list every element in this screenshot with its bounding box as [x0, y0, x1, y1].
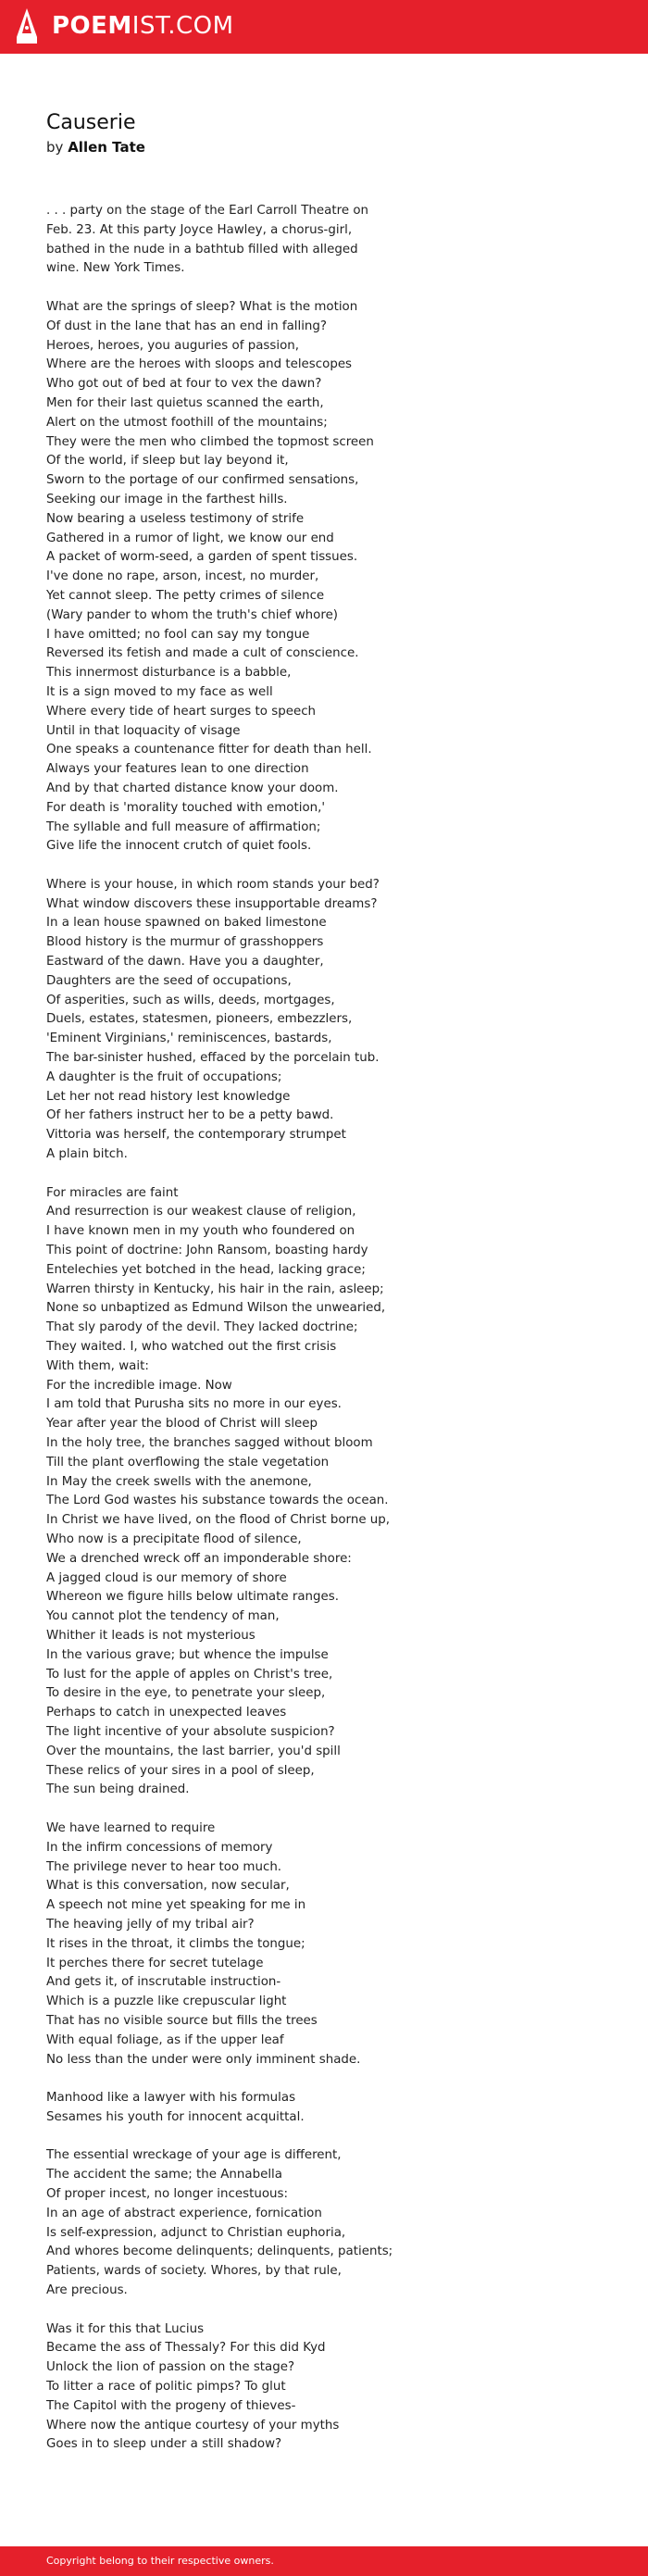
poem-line: Gathered in a rumor of light, we know our end: [46, 531, 334, 545]
poem-line: And resurrection is our weakest clause of religion,: [46, 1205, 356, 1219]
poem-line: Whereon we figure hills below ultimate ranges.: [46, 1590, 340, 1605]
poem-stanza: [46, 2146, 602, 2300]
poem-line: In the infirm concessions of memory: [46, 1840, 273, 1855]
poem-line: Where is your house, in which room stands your bed?: [46, 877, 380, 892]
poem-line: With them, wait:: [46, 1358, 149, 1373]
poem-line: For miracles are faint: [46, 1185, 179, 1200]
poem-line: Unlock the lion of passion on the stage?: [46, 2360, 295, 2375]
poem-byline: [46, 137, 145, 157]
poem-line: In a lean house spawned on baked limestone: [46, 916, 327, 931]
poem-line: The Lord God wastes his substance towards the ocean.: [46, 1494, 389, 1508]
poem-line: These relics of your sires in a pool of sleep,: [46, 1763, 315, 1778]
poem-line: That sly parody of the devil. They lacked doctrine;: [46, 1320, 358, 1335]
pen-nib-logo-icon: [15, 7, 39, 44]
poem-line: A plain bitch.: [46, 1147, 128, 1162]
poem-line: Warren thirsty in Kentucky, his hair in the rain, asleep;: [46, 1282, 384, 1296]
poem-line: And by that charted distance know your doom.: [46, 781, 339, 795]
poem-line: Till the plant overflowing the stale vegetation: [46, 1455, 330, 1469]
poem-line: The bar-sinister hushed, effaced by the porcelain tub.: [46, 1051, 380, 1066]
poem-line: . . . party on the stage of the Earl Carroll Theatre on: [46, 204, 368, 218]
poem-line: Entelechies yet botched in the head, lacking grace;: [46, 1262, 366, 1277]
poem-line: The syllable and full measure of affirmation;: [46, 819, 321, 834]
poem-line: The accident the same; the Annabella: [46, 2168, 282, 2182]
poem-line: Of dust in the lane that has an end in falling?: [46, 319, 328, 333]
poem-line: In the holy tree, the branches sagged without bloom: [46, 1436, 373, 1450]
poem-stanza: [46, 202, 602, 279]
poem-line: Yet cannot sleep. The petty crimes of silence: [46, 588, 325, 603]
poem-line: This innermost disturbance is a babble,: [46, 666, 292, 681]
poem-line: No less than the under were only imminent shade.: [46, 2052, 361, 2067]
poem-line: (Wary pander to whom the truth's chief whore): [46, 607, 339, 622]
poem-line: And whores become delinquents; delinquents, patients;: [46, 2245, 393, 2259]
poem-line: To litter a race of politic pimps? To glut: [46, 2380, 286, 2395]
poem-line: Eastward of the dawn. Have you a daughter,: [46, 955, 324, 969]
poem-stanza: [46, 1819, 602, 2070]
poem-line: Let her not read history lest knowledge: [46, 1089, 291, 1104]
poem-line: They were the men who climbed the topmost screen: [46, 434, 374, 449]
poem-stanza: [46, 2089, 602, 2128]
poem-line: It rises in the throat, it climbs the tongue;: [46, 1936, 305, 1951]
poem-line: Where are the heroes with sloops and telescopes: [46, 357, 353, 372]
poem-line: None so unbaptized as Edmund Wilson the unwearied,: [46, 1301, 386, 1316]
site-logo[interactable]: [15, 7, 234, 44]
poem-line: In May the creek swells with the anemone,: [46, 1474, 312, 1489]
poem-line: Of her fathers instruct her to be a petty bawd.: [46, 1108, 334, 1123]
poem-line: I am told that Purusha sits no more in our eyes.: [46, 1397, 342, 1412]
poem-line: Reversed its fetish and made a cult of conscience.: [46, 646, 359, 661]
poem-line: For death is 'morality touched with emotion,': [46, 800, 326, 815]
poem-line: Vittoria was herself, the contemporary strumpet: [46, 1128, 346, 1143]
poem-line: The Capitol with the progeny of thieves-: [46, 2398, 296, 2413]
poem-line: Which is a puzzle like crepuscular light: [46, 1995, 287, 2009]
poem-line: In an age of abstract experience, fornication: [46, 2206, 322, 2220]
poem-line: I've done no rape, arson, incest, no murder,: [46, 569, 319, 584]
poem-line: Until in that loquacity of visage: [46, 723, 241, 738]
poem-stanza: [46, 2320, 602, 2456]
poem-line: Goes in to sleep under a still shadow?: [46, 2437, 282, 2452]
poem-line: Year after year the blood of Christ will sleep: [46, 1417, 318, 1432]
poem-line: The essential wreckage of your age is different,: [46, 2148, 342, 2163]
logo-text-rest: IST.COM: [131, 12, 234, 40]
poem-body: [46, 202, 602, 2474]
poem-line: Patients, wards of society. Whores, by that rule,: [46, 2264, 342, 2279]
poem-title: Causerie: [46, 111, 136, 134]
poem-line: Of the world, if sleep but lay beyond it,: [46, 454, 289, 469]
site-logo-text: [52, 7, 234, 44]
poem-line: Sworn to the portage of our confirmed sensations,: [46, 473, 359, 488]
poem-line: Of proper incest, no longer incestuous:: [46, 2187, 288, 2202]
poem-line: What window discovers these insupportable dreams?: [46, 896, 378, 911]
logo-text-bold: POEM: [52, 12, 132, 40]
poem-line: A jagged cloud is our memory of shore: [46, 1570, 287, 1585]
poem-line: Give life the innocent crutch of quiet fools.: [46, 839, 312, 854]
poem-line: They waited. I, who watched out the first crisis: [46, 1340, 337, 1355]
poem-line: You cannot plot the tendency of man,: [46, 1609, 280, 1624]
poem-line: One speaks a countenance fitter for death than hell.: [46, 743, 372, 757]
poem-line: A packet of worm-seed, a garden of spent tissues.: [46, 550, 358, 565]
poem-line: 'Eminent Virginians,' reminiscences, bastards,: [46, 1032, 332, 1046]
poem-line: Sesames his youth for innocent acquittal.: [46, 2109, 305, 2124]
poem-line: The light incentive of your absolute suspicion?: [46, 1724, 335, 1739]
poem-line: What are the springs of sleep? What is the motion: [46, 299, 358, 314]
poem-line: Duels, estates, statesmen, pioneers, embezzlers,: [46, 1012, 353, 1027]
poem-line: Who got out of bed at four to vex the dawn?: [46, 377, 322, 392]
poem-line: Where now the antique courtesy of your myths: [46, 2418, 340, 2432]
poem-line: With equal foliage, as if the upper leaf: [46, 2032, 284, 2047]
poem-stanza: [46, 1184, 602, 1801]
poem-line: Feb. 23. At this party Joyce Hawley, a chorus-girl,: [46, 222, 353, 237]
author-link[interactable]: Allen Tate: [68, 139, 145, 156]
poem-line: It perches there for secret tutelage: [46, 1956, 264, 1970]
poem-line: Over the mountains, the last barrier, you'd spill: [46, 1744, 341, 1758]
poem-line: For the incredible image. Now: [46, 1378, 232, 1393]
poem-line: The sun being drained.: [46, 1782, 190, 1797]
poem-line: Seeking our image in the farthest hills.: [46, 492, 288, 506]
poem-line: Whither it leads is not mysterious: [46, 1628, 255, 1643]
poem-line: wine. New York Times.: [46, 261, 185, 276]
poem-line: Blood history is the murmur of grasshoppers: [46, 935, 324, 950]
poem-line: I have omitted; no fool can say my tongue: [46, 627, 310, 642]
poem-line: Who now is a precipitate flood of silence,: [46, 1532, 302, 1546]
poem-line: Now bearing a useless testimony of strife: [46, 511, 305, 526]
poem-line: What is this conversation, now secular,: [46, 1879, 290, 1894]
poem-line: Perhaps to catch in unexpected leaves: [46, 1706, 287, 1720]
poem-line: We a drenched wreck off an imponderable shore:: [46, 1551, 352, 1566]
poem-stanza: [46, 876, 602, 1165]
poem-line: Heroes, heroes, you auguries of passion,: [46, 338, 300, 353]
poem-line: Daughters are the seed of occupations,: [46, 973, 292, 988]
poem-line: bathed in the nude in a bathtub filled with alleged: [46, 242, 358, 256]
poem-stanza: [46, 298, 602, 857]
poem-line: A daughter is the fruit of occupations;: [46, 1069, 282, 1084]
poem-line: And gets it, of inscrutable instruction-: [46, 1975, 281, 1990]
poem-line: I have known men in my youth who foundered on: [46, 1224, 355, 1239]
poem-line: Manhood like a lawyer with his formulas: [46, 2091, 296, 2106]
poem-line: In Christ we have lived, on the flood of Christ borne up,: [46, 1513, 391, 1528]
poem-line: We have learned to require: [46, 1820, 216, 1835]
site-footer: [0, 2546, 648, 2576]
copyright-notice: Copyright belong to their respective owners.: [46, 2555, 274, 2567]
poem-line: Is self-expression, adjunct to Christian euphoria,: [46, 2225, 346, 2240]
poem-line: Where every tide of heart surges to speech: [46, 704, 317, 719]
poem-line: A speech not mine yet speaking for me in: [46, 1898, 306, 1913]
poem-line: The privilege never to hear too much.: [46, 1859, 282, 1874]
poem-line: To lust for the apple of apples on Christ's tree,: [46, 1667, 333, 1682]
poem-line: To desire in the eye, to penetrate your sleep,: [46, 1686, 326, 1701]
by-label: by: [46, 139, 64, 156]
poem-line: Are precious.: [46, 2283, 128, 2298]
poem-line: The heaving jelly of my tribal air?: [46, 1917, 255, 1932]
poem-line: That has no visible source but fills the trees: [46, 2013, 318, 2028]
poem-line: This point of doctrine: John Ransom, boasting hardy: [46, 1244, 368, 1258]
poem-line: Alert on the utmost foothill of the mountains;: [46, 415, 328, 430]
poem-line: It is a sign moved to my face as well: [46, 684, 273, 699]
poem-line: Always your features lean to one direction: [46, 762, 309, 777]
poem-line: Was it for this that Lucius: [46, 2321, 205, 2336]
poem-line: Of asperities, such as wills, deeds, mortgages,: [46, 993, 335, 1007]
site-header: [0, 0, 648, 54]
poem-line: In the various grave; but whence the impulse: [46, 1647, 329, 1662]
poem-line: Men for their last quietus scanned the earth,: [46, 395, 324, 410]
poem-line: Became the ass of Thessaly? For this did Kyd: [46, 2341, 326, 2356]
